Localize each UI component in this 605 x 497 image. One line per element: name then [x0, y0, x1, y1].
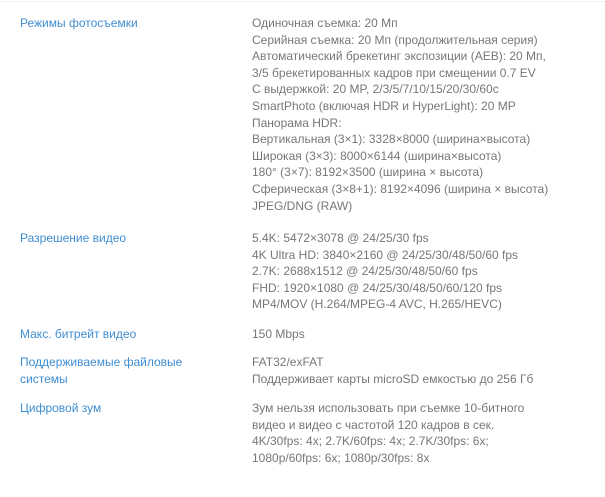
spec-value-line: 1080p/60fps: 6x; 1080p/30fps: 8x	[252, 450, 430, 465]
spec-value-line: Поддерживает карты microSD емкостью до 256 Гб	[252, 371, 534, 386]
spec-label-text: Режимы фотосъемки	[20, 16, 138, 30]
spec-value-line: Панорама HDR:	[252, 115, 342, 130]
spec-label-text: Цифровой зум	[20, 401, 102, 415]
spec-value-line: 4K Ultra HD: 3840×2160 @ 24/25/30/48/50/60 fps	[252, 247, 519, 262]
spec-label-text: Поддерживаемые файловые	[20, 355, 183, 369]
spec-value-digital-zoom	[252, 400, 602, 466]
spec-value-line: видео и видео с частотой 120 кадров в сек.	[252, 417, 495, 432]
spec-value-line: Широкая (3×3): 8000×6144 (ширина×высота)	[252, 148, 502, 163]
spec-value-line: Зум нельзя использовать при съемке 10-битного	[252, 401, 525, 415]
spec-value-line: Сферическая (3×8+1): 8192×4096 (ширина × высота)	[252, 181, 549, 196]
spec-label-text: системы	[20, 371, 68, 386]
spec-value-line: 4K/30fps: 4x; 2.7K/60fps: 4x; 2.7K/30fps: 6x;	[252, 434, 489, 449]
spec-value-video-resolution	[252, 230, 602, 313]
spec-label-text: Макс. битрейт видео	[20, 327, 137, 341]
spec-value-line: 180° (3×7): 8192×3500 (ширина × высота)	[252, 165, 484, 180]
spec-value-line: MP4/MOV (H.264/MPEG-4 AVC, H.265/HEVC)	[252, 297, 502, 312]
spec-value-line: Одиночная съемка: 20 Мп	[252, 16, 398, 30]
spec-value-line: FAT32/exFAT	[252, 355, 324, 369]
spec-value-line: 3/5 брекетированных кадров при смещении 0.7 EV	[252, 65, 536, 80]
spec-value-line: FHD: 1920×1080 @ 24/25/30/48/50/60/120 fps	[252, 280, 503, 295]
spec-value-file-systems	[252, 354, 602, 387]
spec-value-line: 150 Mbps	[252, 327, 305, 341]
spec-value-line: 2.7K: 2688x1512 @ 24/25/30/48/50/60 fps	[252, 264, 478, 279]
spec-label-text: Разрешение видео	[20, 231, 127, 245]
spec-value-line: Вертикальная (3×1): 3328×8000 (ширина×высота)	[252, 132, 531, 147]
spec-label-file-systems	[20, 354, 235, 387]
spec-value-line: Серийная съемка: 20 Мп (продолжительная серия)	[252, 32, 538, 47]
spec-label-max-bitrate	[20, 326, 235, 343]
top-divider	[0, 1, 605, 2]
spec-value-line: Автоматический брекетинг экспозиции (AEB): 20 Мп,	[252, 49, 546, 64]
spec-label-video-resolution	[20, 230, 235, 247]
spec-value-line: 5.4K: 5472×3078 @ 24/25/30 fps	[252, 231, 429, 245]
spec-label-digital-zoom	[20, 400, 235, 417]
spec-value-line: JPEG/DNG (RAW)	[252, 198, 353, 213]
spec-value-line: С выдержкой: 20 MP, 2/3/5/7/10/15/20/30/60с	[252, 82, 499, 97]
spec-label-photo-modes	[20, 15, 235, 32]
spec-value-line: SmartPhoto (включая HDR и HyperLight): 20 MP	[252, 98, 516, 113]
spec-value-photo-modes	[252, 15, 602, 214]
spec-value-max-bitrate	[252, 326, 602, 343]
